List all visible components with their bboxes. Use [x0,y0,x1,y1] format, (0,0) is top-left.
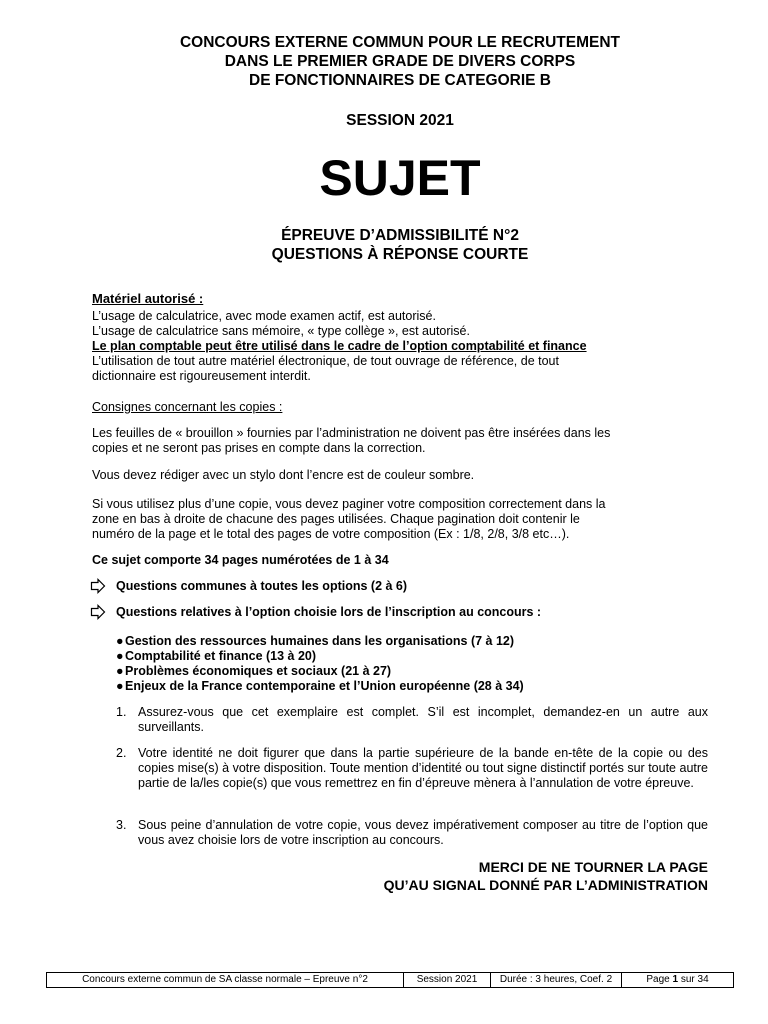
header-line-2: DANS LE PREMIER GRADE DE DIVERS CORPS [224,53,576,70]
option-label: Comptabilité et finance (13 à 20) [125,649,317,663]
item-number: 1. [116,705,127,719]
consignes-paragraph-3 [92,497,712,542]
numbered-item-1 [116,705,708,735]
option-label: Enjeux de la France contemporaine et l’Union européenne (28 à 34) [125,679,524,693]
epreuve-title [0,226,768,264]
list-item [116,634,524,649]
item-text: Votre identité ne doit figurer que dans la partie supérieure de la bande en-tête de la copie ou des copies mise(s) à votre disposition. Toute mention d’identité ou tout signe distinctif portés sur toute autre partie de la/les copie(s) que vous remettrez en fin d’épreuve mènera à l’annulation de votre épreuve. [138,746,708,790]
option-label: Problèmes économiques et sociaux (21 à 27) [125,664,392,678]
footer-session: Session 2021 [404,973,491,987]
footer-page-number [622,973,733,987]
list-item [116,664,524,679]
options-list [116,634,524,694]
epreuve-line-1: ÉPREUVE D’ADMISSIBILITÉ N°2 [281,227,519,244]
list-item [116,649,524,664]
materiel-line: L’utilisation de tout autre matériel électronique, de tout ouvrage de référence, de tout [92,354,559,368]
materiel-section [92,309,712,384]
item-number: 2. [116,746,127,760]
arrow-item-label: Questions communes à toutes les options (2 à 6) [116,579,408,593]
materiel-line: dictionnaire est rigoureusement interdit. [92,369,311,383]
numbered-item-2 [116,746,708,791]
header-line-3: DE FONCTIONNAIRES DE CATEGORIE B [249,72,551,89]
item-text: Assurez-vous que cet exemplaire est complet. S’il est incomplet, demandez-en un autre aux surveillants. [138,705,708,734]
exam-header [0,33,768,90]
session-title: SESSION 2021 [346,112,454,129]
page-footer [46,972,734,988]
paragraph-line: copies et ne seront pas prises en compte dans la correction. [92,441,426,455]
epreuve-line-2: QUESTIONS À RÉPONSE COURTE [271,246,529,263]
materiel-line-plan-comptable: Le plan comptable peut être utilisé dans le cadre de l’option comptabilité et finance [92,339,587,353]
arrow-item-label: Questions relatives à l’option choisie lors de l’inscription au concours : [116,605,542,619]
footer-exam-name: Concours externe commun de SA classe normale – Epreuve n°2 [47,973,404,987]
list-item [116,679,524,694]
paragraph-line: zone en bas à droite de chacune des pages utilisées. Chaque pagination doit contenir le [92,512,580,526]
paragraph-line: Les feuilles de « brouillon » fournies par l’administration ne doivent pas être insérées dans les [92,426,611,440]
option-label: Gestion des ressources humaines dans les organisations (7 à 12) [125,634,515,648]
merci-line-1: MERCI DE NE TOURNER LA PAGE [478,859,708,875]
bullet-icon: ● [116,664,124,678]
arrow-item-common-questions [90,578,407,594]
bullet-icon: ● [116,679,124,693]
item-number: 3. [116,818,127,832]
paragraph-line: Si vous utilisez plus d’une copie, vous devez paginer votre composition correctement dans la [92,497,606,511]
sujet-title: SUJET [319,150,481,206]
hollow-arrow-right-icon [90,604,106,620]
bullet-icon: ● [116,649,124,663]
page-suffix: sur 34 [678,974,709,985]
materiel-title: Matériel autorisé : [92,291,204,306]
item-text: Sous peine d’annulation de votre copie, vous devez impérativement composer au titre de l’option que vous avez choisie lors de votre inscription au concours. [138,818,708,847]
consignes-title: Consignes concernant les copies : [92,400,283,414]
header-line-1: CONCOURS EXTERNE COMMUN POUR LE RECRUTEMENT [179,34,621,51]
hollow-arrow-right-icon [90,578,106,594]
footer-duration: Durée : 3 heures, Coef. 2 [491,973,622,987]
materiel-line: L’usage de calculatrice, avec mode examen actif, est autorisé. [92,309,436,323]
page-prefix: Page [646,974,673,985]
page-count-note: Ce sujet comporte 34 pages numérotées de 1 à 34 [92,553,389,567]
numbered-item-3 [116,818,708,848]
arrow-item-option-questions [90,604,541,620]
bullet-icon: ● [116,634,124,648]
merci-line-2: QU’AU SIGNAL DONNÉ PAR L’ADMINISTRATION [383,877,708,893]
paragraph-line: numéro de la page et le total des pages de votre composition (Ex : 1/8, 2/8, 3/8 etc…). [92,527,570,541]
merci-notice [384,858,708,894]
consignes-paragraph-2: Vous devez rédiger avec un stylo dont l’encre est de couleur sombre. [92,468,475,482]
consignes-paragraph-1 [92,426,712,456]
materiel-line: L’usage de calculatrice sans mémoire, « type collège », est autorisé. [92,324,470,338]
page-current: 1 [672,974,679,985]
